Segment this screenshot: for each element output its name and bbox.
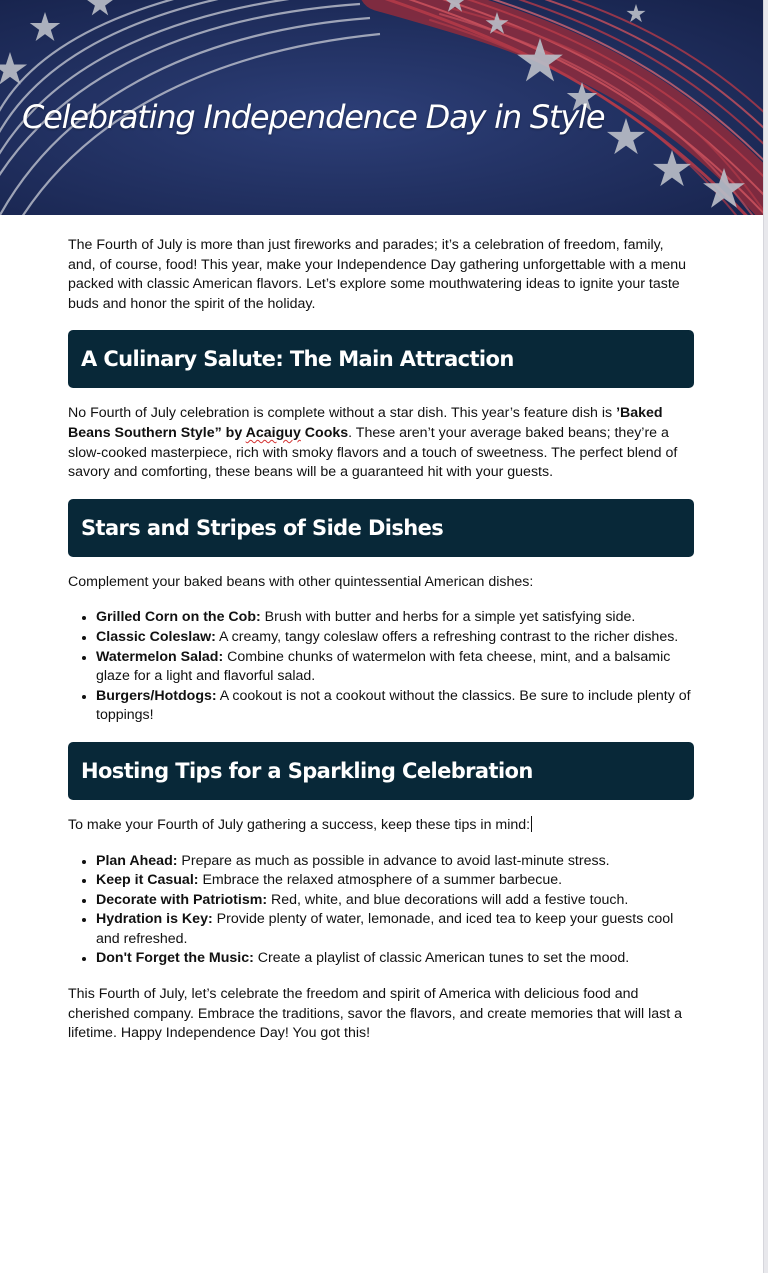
paragraph-text: No Fourth of July celebration is complete without a star dish. This year’s feature dish is [68, 405, 617, 422]
list-item[interactable] [96, 852, 694, 872]
list-item[interactable] [96, 687, 694, 726]
list-item-desc: Provide plenty of water, lemonade, and iced tea to keep your guests cool and refreshed. [96, 911, 674, 947]
list-item[interactable] [96, 871, 694, 891]
hosting-tips-intro[interactable] [68, 816, 694, 836]
text-cursor [531, 816, 532, 832]
closing-paragraph[interactable]: This Fourth of July, let’s celebrate the freedom and spirit of America with delicious food and cherished company. Embrace the traditions, savor the flavors, and create memories that will last a lifetime. Happy Independence Day! You got this! [68, 986, 683, 1042]
list-item-term: Don't Forget the Music: [96, 950, 254, 967]
list-item-term: Watermelon Salad: [96, 648, 224, 665]
list-item[interactable] [96, 949, 694, 969]
list-item-term: Hydration is Key: [96, 911, 213, 928]
section-heading-side-dishes [68, 499, 694, 557]
main-attraction-paragraph[interactable] [68, 404, 694, 482]
list-item-desc: Red, white, and blue decorations will add a festive touch. [267, 891, 629, 908]
list-item-desc: Embrace the relaxed atmosphere of a summer barbecue. [198, 872, 563, 889]
list-item[interactable] [96, 910, 694, 949]
dish-title-text: ’Baked Beans Southern Style” by [68, 405, 663, 441]
list-item[interactable] [96, 608, 694, 628]
spellcheck-flagged-word[interactable]: Acaiguy [245, 424, 301, 441]
side-dishes-list [68, 608, 694, 726]
dish-title-suffix: Cooks [300, 424, 349, 441]
list-item-term: Plan Ahead: [96, 852, 178, 869]
side-dishes-intro[interactable]: Complement your baked beans with other quintessential American dishes: [68, 573, 534, 590]
section-heading-text[interactable]: Stars and Stripes of Side Dishes [81, 515, 444, 540]
list-item-term: Keep it Casual: [96, 872, 199, 889]
list-item-desc: Create a playlist of classic American tunes to set the mood. [253, 950, 630, 967]
list-item-term: Decorate with Patriotism: [96, 891, 268, 908]
header-banner [0, 0, 763, 215]
section-heading-main-attraction [68, 330, 694, 388]
hosting-tips-list [68, 852, 694, 970]
paragraph-text: To make your Fourth of July gathering a success, keep these tips in mind: [68, 816, 531, 833]
list-item[interactable] [96, 648, 694, 687]
paragraph-text: . These aren’t your average baked beans; they’re a slow-cooked masterpiece, rich with smoky flavors and a touch of sweetness. The perfect blend of savory and comforting, these beans will be a guaranteed hit with your guests. [68, 424, 678, 481]
list-item-desc: A creamy, tangy coleslaw offers a refreshing contrast to the richer dishes. [215, 628, 679, 645]
intro-paragraph[interactable]: The Fourth of July is more than just fireworks and parades; it’s a celebration of freedom, family, and, of course, food! This year, make your Independence Day gathering unforgettable with a menu packed with classic American flavors. Let’s explore some mouthwatering ideas to ignite your taste buds and honor the spirit of the holiday. [68, 237, 687, 312]
list-item-desc: Combine chunks of watermelon with feta cheese, mint, and a balsamic glaze for a light and flavorful salad. [96, 648, 671, 685]
list-item-desc: Prepare as much as possible in advance to avoid last-minute stress. [177, 852, 610, 869]
section-heading-hosting-tips [68, 742, 694, 800]
list-item-term: Grilled Corn on the Cob: [96, 609, 261, 626]
list-item-term: Burgers/Hotdogs: [96, 687, 217, 704]
document-body[interactable] [68, 236, 694, 1060]
section-heading-text[interactable]: A Culinary Salute: The Main Attraction [81, 347, 514, 372]
list-item[interactable] [96, 628, 694, 648]
page-title: Celebrating Independence Day in Style [22, 98, 605, 136]
list-item-term: Classic Coleslaw: [96, 628, 216, 645]
page-edge-scrollbar[interactable] [763, 0, 768, 1273]
list-item-desc: A cookout is not a cookout without the classics. Be sure to include plenty of toppings! [96, 687, 691, 724]
section-heading-text[interactable]: Hosting Tips for a Sparkling Celebration [81, 758, 533, 783]
list-item[interactable] [96, 891, 694, 911]
list-item-desc: Brush with butter and herbs for a simple yet satisfying side. [260, 609, 636, 626]
